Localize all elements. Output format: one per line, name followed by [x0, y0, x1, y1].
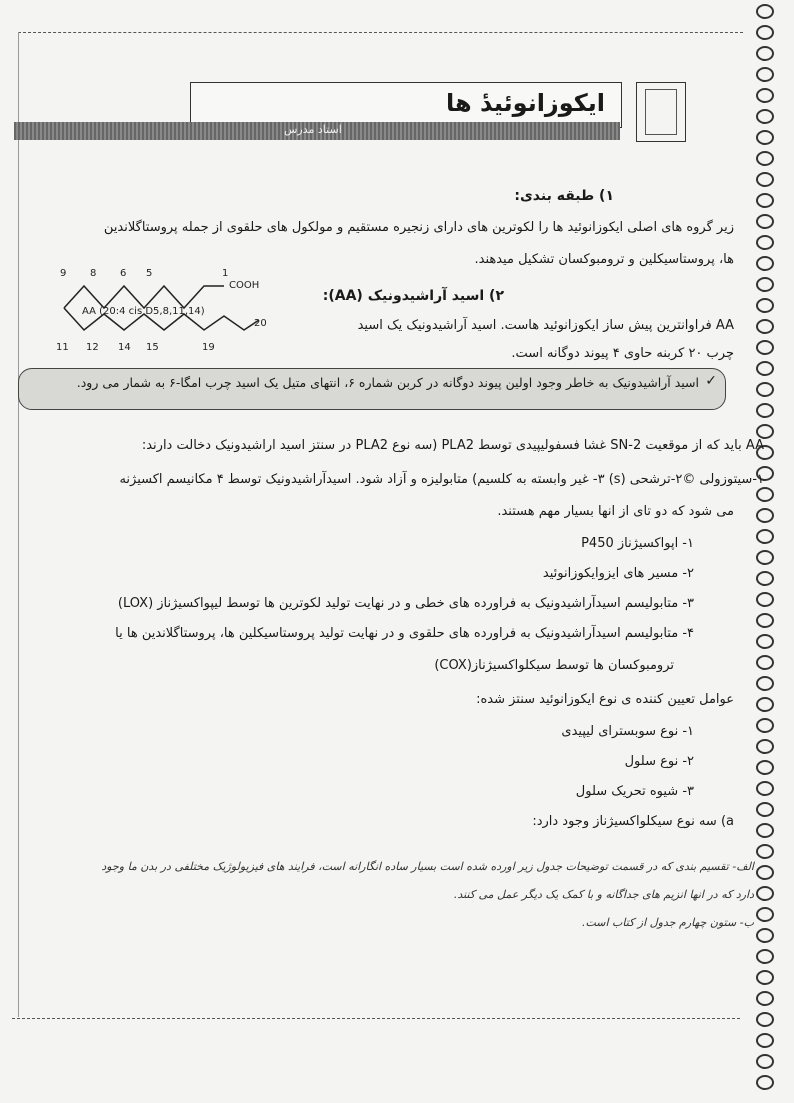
spiral-ring [756, 25, 774, 40]
check-icon: ✓ [705, 373, 717, 389]
spiral-ring [756, 4, 774, 19]
chain-upper [64, 286, 224, 308]
spiral-ring [756, 172, 774, 187]
spiral-ring [756, 403, 774, 418]
spiral-ring [756, 970, 774, 985]
spiral-ring [756, 298, 774, 313]
spiral-ring [756, 529, 774, 544]
spiral-ring [756, 613, 774, 628]
cox-types-line: a) سه نوع سیکلواکسیژناز وجود دارد: [532, 814, 734, 829]
spiral-binding [744, 0, 794, 1103]
carbon-number-19: 19 [202, 342, 215, 353]
carbon-number-6: 6 [120, 268, 127, 279]
spiral-ring [756, 214, 774, 229]
carbon-number-5: 5 [146, 268, 153, 279]
spiral-ring [756, 823, 774, 838]
spiral-ring [756, 1054, 774, 1069]
carbon-number-9: 9 [60, 268, 67, 279]
aa-label: AA (20:4 cis D5,8,11,14) [82, 306, 205, 317]
carbon-number-1: 1 [222, 268, 229, 279]
page-title: ایکوزانوئیدٔ ها [445, 89, 605, 117]
carbon-number-12: 12 [86, 342, 99, 353]
spiral-ring [756, 907, 774, 922]
omega-6-note-text: اسید آراشیدونیک به خاطر وجود اولین پیوند دوگانه در کربن شماره ۶، انتهای متیل یک اسید چرب امگا-۶ به شمار می رود. [76, 375, 699, 390]
spiral-ring [756, 109, 774, 124]
spiral-ring [756, 676, 774, 691]
carbon-number-8: 8 [90, 268, 97, 279]
factors-heading: عوامل تعیین کننده ی نوع ایکوزانوئید سنتز شده: [476, 692, 734, 707]
spiral-ring [756, 655, 774, 670]
carbon-number-20: 20 [254, 318, 267, 329]
section-1-line-1: زیر گروه های اصلی ایکوزانوئید ها را لکوترین های دارای زنجیره مستقیم و مولکول های حلقوی از جمله پروستاگلاندین [103, 220, 734, 235]
spiral-ring [756, 151, 774, 166]
spiral-ring [756, 697, 774, 712]
spiral-ring [756, 1075, 774, 1090]
carbon-number-11: 11 [56, 342, 69, 353]
footnote-2: دارد که در انها انزیم های جداگانه و با کمک یک دیگر عمل می کنند. [453, 888, 754, 901]
title-strip [14, 122, 620, 140]
spiral-ring [756, 88, 774, 103]
mechanism-item-1: ۱- اپواکسیژناز P450 [581, 536, 694, 551]
body-line-2: ۱-سیتوزولی ©۲-ترشحی (s) ۳- غیر وابسته به کلسیم) متابولیزه و آزاد شود. اسیدآراشیدونیک توسط ۴ مکانیسم اکسیژنه [119, 472, 764, 487]
spiral-ring [756, 991, 774, 1006]
section-1-line-2: ها، پروستاسیکلین و ترومبوکسان تشکیل میدهند. [474, 252, 734, 267]
spiral-ring [756, 949, 774, 964]
spiral-ring [756, 781, 774, 796]
spiral-ring [756, 382, 774, 397]
spiral-ring [756, 256, 774, 271]
section-1-heading: ۱) طبقه بندی: [514, 188, 614, 204]
spiral-ring [756, 718, 774, 733]
spiral-ring [756, 1033, 774, 1048]
mechanism-item-2: ۲- مسیر های ایزوایکوزانوئید [542, 566, 694, 581]
spiral-ring [756, 760, 774, 775]
page-subtitle: استاد مدرس [284, 123, 342, 136]
mechanism-item-4-cont: ترومبوکسان ها توسط سیکلواکسیژناز(COX) [434, 658, 674, 673]
mechanism-item-3: ۳- متابولیسم اسیدآراشیدونیک به فراورده های خطی و در نهایت تولید لکوترین ها توسط لیپواکسیژناز (LOX) [117, 596, 694, 611]
factor-item-1: ۱- نوع سوبسترای لیپیدی [561, 724, 694, 739]
factor-item-2: ۲- نوع سلول [624, 754, 694, 769]
arachidonic-acid-structure [44, 268, 284, 356]
section-2-heading: ۲) اسید آراشیدونیک (AA): [322, 288, 504, 304]
omega-6-note-box [18, 368, 726, 410]
spiral-ring [756, 508, 774, 523]
spiral-ring [756, 886, 774, 901]
spiral-ring [756, 592, 774, 607]
spiral-ring [756, 865, 774, 880]
carbon-number-14: 14 [118, 342, 131, 353]
spiral-ring [756, 928, 774, 943]
spiral-ring [756, 193, 774, 208]
spiral-ring [756, 46, 774, 61]
spiral-ring [756, 67, 774, 82]
body-line-3: می شود که دو تای از انها بسیار مهم هستند. [497, 504, 734, 519]
section-2-line-2: چرب ۲۰ کربنه حاوی ۴ پیوند دوگانه است. [511, 346, 734, 361]
spiral-ring [756, 739, 774, 754]
spiral-ring [756, 235, 774, 250]
spiral-ring [756, 319, 774, 334]
top-dashed-border [18, 32, 743, 33]
footnote-3: ب- ستون چهارم جدول از کتاب است. [581, 916, 754, 929]
left-margin-line [18, 32, 19, 1017]
spiral-ring [756, 634, 774, 649]
title-side-box [636, 82, 686, 142]
spiral-ring [756, 340, 774, 355]
spiral-ring [756, 550, 774, 565]
section-2-line-1: AA فراوانترین پیش ساز ایکوزانوئید هاست. اسید آراشیدونیک یک اسید [357, 318, 734, 333]
cooh-label: COOH [229, 280, 260, 291]
spiral-ring [756, 361, 774, 376]
carbon-number-15: 15 [146, 342, 159, 353]
spiral-ring [756, 802, 774, 817]
bottom-dashed-border [12, 1018, 740, 1019]
title-side-inner-box [645, 89, 677, 135]
mechanism-item-4: ۴- متابولیسم اسیدآراشیدونیک به فراورده های حلقوی و در نهایت تولید پروستاسیکلین ها، پروستاگلاندین ها یا [115, 626, 694, 641]
body-line-1: AA باید که از موقعیت SN-2 غشا فسفولیپیدی توسط PLA2 (سه نوع PLA2 در سنتز اسید اراشیدونیک دخالت دارند: [141, 438, 764, 453]
factor-item-3: ۳- شیوه تحریک سلول [575, 784, 694, 799]
footnote-1: الف- تقسیم بندی که در قسمت توضیحات جدول زیر اورده شده است بسیار ساده انگارانه است، فرایند های فیزیولوژیک مختلفی در بدن ما وجود [101, 860, 754, 873]
spiral-ring [756, 844, 774, 859]
spiral-ring [756, 1012, 774, 1027]
spiral-ring [756, 130, 774, 145]
spiral-ring [756, 277, 774, 292]
spiral-ring [756, 571, 774, 586]
